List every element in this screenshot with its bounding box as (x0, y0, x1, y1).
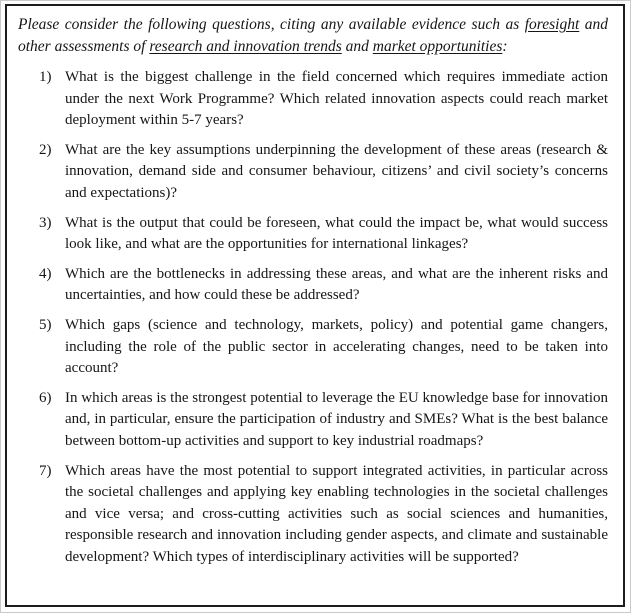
intro-segment: Please consider the following questions, citing any available evidence such as (18, 16, 525, 33)
item-marker: 7) (39, 462, 52, 479)
question-box (5, 4, 625, 607)
question-item-5 (16, 315, 608, 380)
intro-paragraph (18, 14, 608, 58)
item-text: Which are the bottlenecks in addressing these areas, and what are the inherent risks and uncertainties, and how could these be addressed? (65, 265, 608, 304)
question-item-4 (16, 264, 608, 307)
item-marker: 3) (39, 214, 52, 231)
question-list (16, 67, 608, 568)
item-text: What is the output that could be foreseen, what could the impact be, what would success look like, and what are the opportunities for international linkages? (65, 214, 608, 253)
question-item-6 (16, 388, 608, 453)
item-marker: 2) (39, 141, 52, 158)
question-item-2 (16, 140, 608, 205)
intro-segment: : (502, 38, 508, 55)
intro-segment: and (341, 38, 373, 55)
item-text: Which gaps (science and technology, markets, policy) and potential game changers, including the role of the public sector in accelerating changes, need to be taken into account? (65, 316, 608, 377)
item-marker: 6) (39, 389, 52, 406)
underlined-term-research-and-innovation-trends: research and innovation trends (149, 38, 342, 55)
underlined-term-foresight: foresight (524, 16, 580, 33)
item-text: In which areas is the strongest potential to leverage the EU knowledge base for innovation and, in particular, ensure the participation of industry and SMEs? What is the best balance between bottom-up activities and support to key industrial roadmaps? (65, 389, 608, 449)
question-item-7 (16, 461, 608, 569)
question-item-1 (16, 67, 608, 132)
underlined-term-market-opportunities: market opportunities (372, 38, 503, 55)
item-marker: 1) (39, 69, 52, 85)
item-text: What is the biggest challenge in the field concerned which requires immediate action under the next Work Programme? Which related innovation aspects could reach market deployment within 5-7 years? (65, 69, 608, 129)
item-text: What are the key assumptions underpinning the development of these areas (research & innovation, demand side and consumer behaviour, citizens’ and civil society’s concerns and expectations)? (65, 141, 608, 201)
item-marker: 5) (39, 316, 52, 333)
question-item-3 (16, 213, 608, 256)
item-marker: 4) (39, 265, 52, 282)
item-text: Which areas have the most potential to support integrated activities, in particular across the societal challenges and applying key enabling technologies in the societal challenges and vice versa; and cross-cutting activities such as social sciences and humanities, responsible research and innovation including gender aspects, and climate and sustainable development? Which types of interdisciplinary activities will be supported? (65, 462, 608, 565)
intro-segment: and other assessments of (18, 16, 608, 55)
